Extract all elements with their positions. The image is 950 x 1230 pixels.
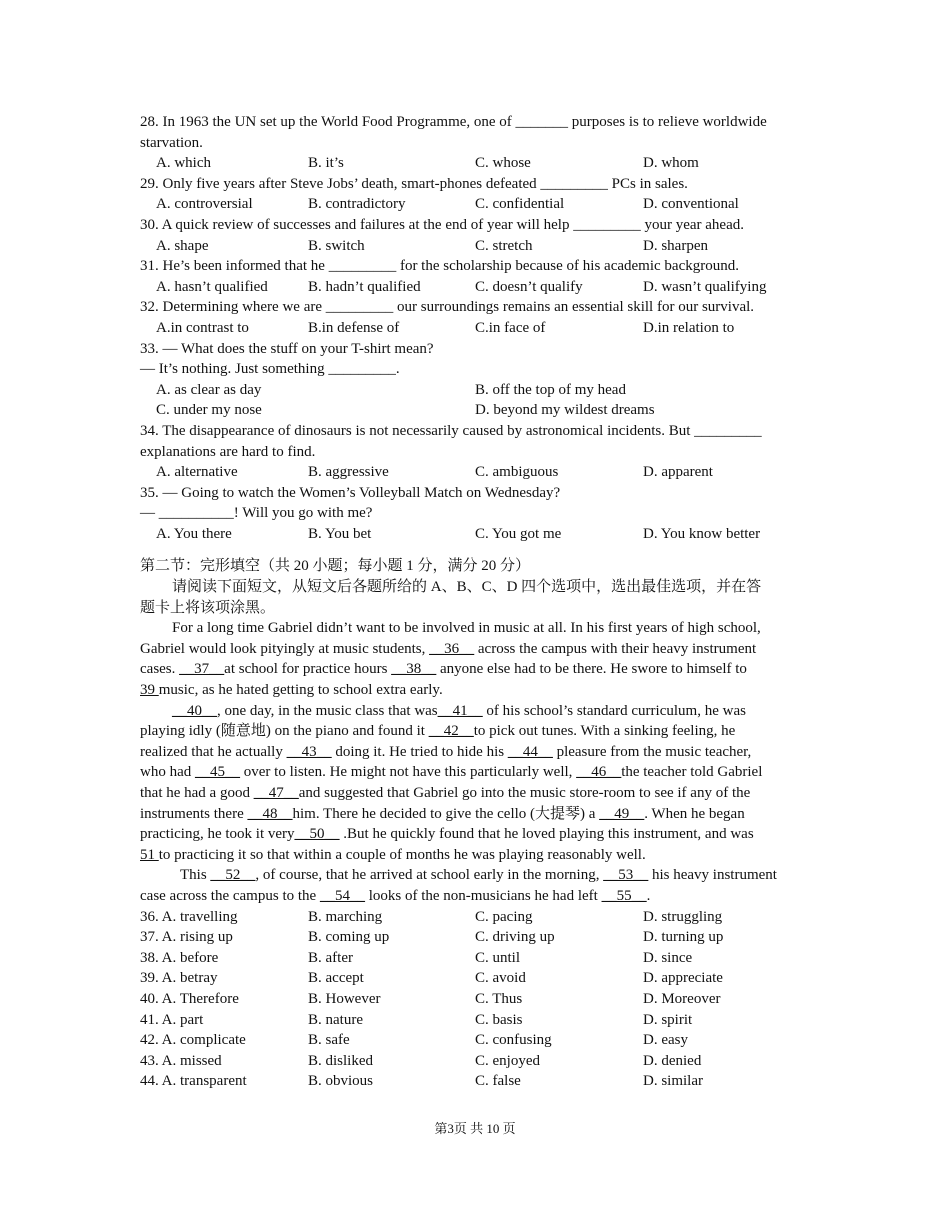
option-a: 37. A. rising up: [140, 929, 233, 946]
passage-text: case across the campus to the: [140, 887, 320, 904]
passage-line: [140, 783, 830, 804]
option-d: D.in relation to: [643, 319, 735, 336]
question-31: 31. He’s been informed that he _________ for the scholarship because of his academic background.: [140, 258, 739, 275]
page-footer: 第3页 共 10 页: [434, 1121, 516, 1136]
section-instructions-cont: 题卡上将该项涂黑。: [140, 599, 276, 616]
option-a: 40. A. Therefore: [140, 990, 239, 1007]
option-a: A. shape: [156, 237, 209, 254]
passage-text: , of course, that he arrived at school early in the morning,: [255, 867, 604, 884]
passage-line: [140, 845, 830, 866]
passage-text: looks of the non-musicians he had left: [364, 887, 602, 904]
passage-text: This: [180, 867, 211, 884]
passage-text: cases.: [140, 661, 180, 678]
question-30: 30. A quick review of successes and failures at the end of year will help _________ your year ahead.: [140, 216, 744, 233]
option-d: D. denied: [643, 1052, 702, 1069]
option-b: B. However: [308, 990, 381, 1007]
passage-text: playing idly (随意地) on the piano and found it: [140, 723, 429, 740]
passage-line: [140, 701, 830, 722]
option-a: A. as clear as day: [156, 381, 262, 398]
blank-37: __37__: [179, 661, 225, 678]
passage-text: .: [646, 887, 651, 904]
passage-text: to pick out tunes. With a sinking feeling, he: [473, 723, 736, 740]
option-b: B. hadn’t qualified: [308, 278, 421, 295]
option-a: A. controversial: [156, 196, 253, 213]
passage-text: him. There he decided to give the cello (大提琴) a: [292, 805, 600, 822]
blank-43: __43__: [286, 743, 332, 760]
option-b: B. contradictory: [308, 196, 406, 213]
passage-text: pleasure from the music teacher,: [552, 743, 752, 760]
option-b: B. You bet: [308, 525, 372, 542]
question-35: 35. — Going to watch the Women’s Volleyball Match on Wednesday?: [140, 484, 561, 501]
option-d: D. similar: [643, 1073, 703, 1090]
passage-text: realized that he actually: [140, 743, 287, 760]
option-d: D. conventional: [643, 196, 739, 213]
cloze-row-36: [140, 907, 830, 928]
cloze-row-37: [140, 927, 830, 948]
blank-51: 51: [140, 846, 159, 863]
passage-text: his heavy instrument: [648, 867, 777, 884]
passage-text: across the campus with their heavy instrument: [474, 640, 757, 657]
option-c: C. Thus: [475, 990, 523, 1007]
option-a: 44. A. transparent: [140, 1073, 247, 1090]
option-c: C. under my nose: [156, 402, 262, 419]
question-33-reply: — It’s nothing. Just something _________.: [140, 361, 400, 378]
option-a: A. hasn’t qualified: [156, 278, 268, 295]
option-b: B. aggressive: [308, 464, 389, 481]
passage-line: [140, 865, 830, 886]
passage-line: [140, 680, 830, 701]
question-32: 32. Determining where we are _________ our surroundings remains an essential skill for our survival.: [140, 299, 755, 316]
blank-45: __45__: [195, 764, 240, 781]
option-b: B. switch: [308, 237, 365, 254]
cloze-row-38: [140, 948, 830, 969]
blank-38: __38__: [391, 661, 437, 678]
option-c: C. basis: [475, 1011, 523, 1028]
option-a: 39. A. betray: [140, 970, 218, 987]
option-b: B. after: [308, 949, 353, 966]
option-d: D. since: [643, 949, 693, 966]
option-c: C. stretch: [475, 237, 533, 254]
option-c: C. confusing: [475, 1032, 552, 1049]
option-a: 38. A. before: [140, 949, 219, 966]
option-d: D. apparent: [643, 464, 713, 481]
option-d: D. You know better: [643, 525, 761, 542]
passage-line: For a long time Gabriel didn’t want to be involved in music at all. In his first years of high school,: [172, 620, 761, 637]
section-instructions: 请阅读下面短文，从短文后各题所给的 A、B、C、D 四个选项中，选出最佳选项，并在答: [172, 579, 762, 596]
cloze-row-39: [140, 968, 830, 989]
option-d: D. sharpen: [643, 237, 708, 254]
option-d: D. wasn’t qualifying: [643, 278, 767, 295]
option-a: A. alternative: [156, 464, 238, 481]
option-b: B. accept: [308, 970, 364, 987]
option-b: B. it’s: [308, 155, 344, 172]
question-32-options: [140, 318, 830, 339]
option-d: D. whom: [643, 155, 699, 172]
option-c: C. until: [475, 949, 521, 966]
passage-text: that he had a good: [140, 785, 254, 801]
passage-text: the teacher told Gabriel: [621, 764, 763, 781]
option-c: C. You got me: [475, 525, 562, 542]
option-b: B. marching: [308, 908, 383, 925]
question-35-reply: — __________! Will you go with me?: [140, 505, 373, 522]
blank-44: __44__: [507, 743, 553, 760]
passage-text: , one day, in the music class that was: [217, 702, 438, 719]
cloze-row-40: [140, 989, 830, 1010]
blank-36: __36__: [429, 640, 475, 657]
passage-line: [140, 639, 830, 660]
passage-text: . When he began: [644, 805, 745, 822]
passage-text: doing it. He tried to hide his: [331, 743, 508, 760]
option-d: D. beyond my wildest dreams: [475, 402, 655, 419]
option-b: B. safe: [308, 1032, 350, 1049]
option-a: 41. A. part: [140, 1011, 204, 1028]
question-33: 33. — What does the stuff on your T-shirt mean?: [140, 340, 434, 357]
option-a: A.in contrast to: [156, 319, 249, 336]
question-34-cont: explanations are hard to find.: [140, 443, 316, 460]
passage-text: to practicing it so that within a couple of months he was playing reasonably well.: [158, 846, 646, 863]
passage-text: .But he quickly found that he loved playing this instrument, and was: [339, 826, 754, 843]
option-b: B. disliked: [308, 1052, 374, 1069]
blank-48: __48__: [247, 805, 293, 822]
option-c: C.in face of: [475, 319, 546, 336]
passage-text: at school for practice hours: [224, 661, 392, 678]
option-a: 42. A. complicate: [140, 1032, 246, 1049]
passage-line: [140, 824, 830, 845]
section-gap: [140, 544, 830, 556]
passage-text: instruments there: [140, 805, 248, 822]
question-28: 28. In 1963 the UN set up the World Food Programme, one of _______ purposes is to relieve worldwide: [140, 114, 767, 130]
option-c: C. confidential: [475, 196, 565, 213]
option-c: C. false: [475, 1073, 521, 1090]
option-b: B. nature: [308, 1011, 363, 1028]
option-b: B. coming up: [308, 929, 390, 946]
option-c: C. doesn’t qualify: [475, 278, 583, 295]
passage-line: [140, 742, 830, 763]
option-a: 43. A. missed: [140, 1052, 222, 1069]
blank-52: __52__: [210, 867, 256, 884]
option-d: D. appreciate: [643, 970, 723, 987]
passage-text: over to listen. He might not have this particularly well,: [240, 764, 577, 781]
passage-line: [140, 804, 830, 825]
passage-text: music, as he hated getting to school extra early.: [158, 682, 443, 699]
cloze-options-list: [140, 907, 830, 1092]
option-d: D. struggling: [643, 908, 723, 925]
option-d: D. turning up: [643, 929, 724, 946]
blank-41: __41__: [437, 702, 483, 719]
option-c: C. driving up: [475, 929, 555, 946]
passage-text: anyone else had to be there. He swore to himself to: [436, 661, 747, 678]
question-28-options: [140, 153, 830, 174]
section-title: 第二节：完形填空（共 20 小题；每小题 1 分，满分 20 分）: [140, 558, 531, 575]
passage-text: and suggested that Gabriel go into the music store-room to see if any of the: [298, 785, 751, 801]
option-c: C. avoid: [475, 970, 526, 987]
option-a: A. which: [156, 155, 211, 172]
question-35-options: [140, 524, 830, 545]
question-29: 29. Only five years after Steve Jobs’ death, smart-phones defeated _________ PCs in sales.: [140, 175, 688, 192]
passage-line: [140, 659, 830, 680]
option-c: C. whose: [475, 155, 531, 172]
question-28-cont: starvation.: [140, 134, 203, 151]
blank-53: __53__: [603, 867, 649, 884]
blank-42: __42__: [428, 723, 474, 740]
blank-46: __46__: [576, 764, 622, 781]
option-d: D. spirit: [643, 1011, 693, 1028]
question-33-options-ab: [140, 380, 830, 401]
question-34: 34. The disappearance of dinosaurs is not necessarily caused by astronomical incidents. But _________: [140, 422, 762, 439]
blank-54: __54__: [319, 887, 365, 904]
option-b: B. off the top of my head: [475, 381, 626, 398]
blank-49: __49__: [599, 805, 645, 822]
option-d: D. easy: [643, 1032, 688, 1049]
question-34-options: [140, 462, 830, 483]
passage-line: [140, 886, 830, 907]
page-content: [140, 112, 830, 1092]
blank-55: __55__: [601, 887, 647, 904]
cloze-row-43: [140, 1051, 830, 1072]
passage-text: who had: [140, 764, 195, 781]
cloze-row-42: [140, 1030, 830, 1051]
option-a: 36. A. travelling: [140, 908, 238, 925]
passage-text: practicing, he took it very: [140, 826, 295, 843]
option-b: B.in defense of: [308, 319, 400, 336]
question-30-options: [140, 236, 830, 257]
passage-text: of his school’s standard curriculum, he was: [482, 702, 746, 719]
blank-39: 39: [140, 682, 159, 699]
option-b: B. obvious: [308, 1073, 374, 1090]
option-a: A. You there: [156, 525, 232, 542]
option-d: D. Moreover: [643, 990, 721, 1007]
question-31-options: [140, 277, 830, 298]
passage-line: [140, 721, 830, 742]
option-c: C. enjoyed: [475, 1052, 540, 1069]
option-c: C. ambiguous: [475, 464, 559, 481]
cloze-row-44: [140, 1071, 830, 1092]
passage-line: [140, 762, 830, 783]
passage-text: Gabriel would look pityingly at music students,: [140, 640, 430, 657]
blank-40: __40__: [172, 702, 217, 719]
cloze-row-41: [140, 1010, 830, 1031]
option-c: C. pacing: [475, 908, 533, 925]
question-29-options: [140, 194, 830, 215]
blank-47: __47__: [253, 785, 299, 801]
blank-50: __50__: [294, 826, 340, 843]
question-33-options-cd: [140, 400, 830, 421]
